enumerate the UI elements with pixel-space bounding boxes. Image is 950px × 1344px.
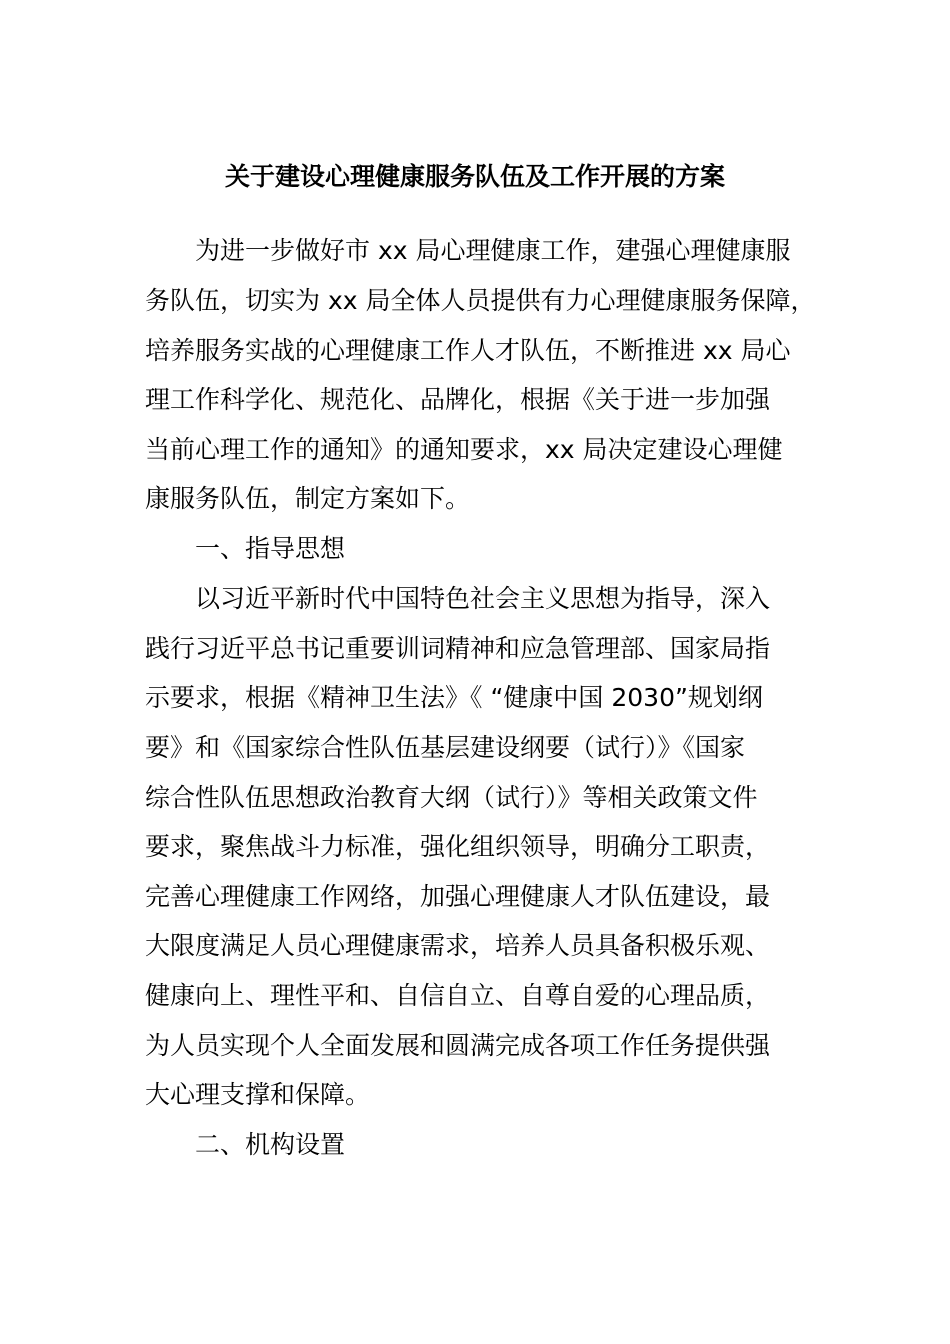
section-heading-1: 一、指导思想 (195, 534, 346, 563)
paragraph-line: 培养服务实战的心理健康工作人才队伍，不断推进 xx 局心 (145, 336, 791, 365)
paragraph-line: 要求，聚焦战斗力标准，强化组织领导，明确分工职责， (145, 832, 771, 861)
paragraph-line: 大心理支撑和保障。 (145, 1080, 371, 1109)
paragraph-line: 要》和《国家综合性队伍基层建设纲要（试行）》《国家 (145, 733, 746, 762)
paragraph-line: 示要求，根据《精神卫生法》《 “健康中国 2030”规划纲 (145, 683, 763, 712)
paragraph-line: 以习近平新时代中国特色社会主义思想为指导，深入 (195, 584, 771, 613)
document-title: 关于建设心理健康服务队伍及工作开展的方案 (224, 162, 725, 191)
paragraph-line: 完善心理健康工作网络，加强心理健康人才队伍建设，最 (145, 882, 771, 911)
paragraph-line: 当前心理工作的通知》的通知要求，xx 局决定建设心理健 (145, 435, 783, 464)
paragraph-line: 践行习近平总书记重要训词精神和应急管理部、国家局指 (145, 634, 771, 663)
paragraph-line: 务队伍，切实为 xx 局全体人员提供有力心理健康服务保障， (145, 286, 816, 315)
paragraph-line: 为人员实现个人全面发展和圆满完成各项工作任务提供强 (145, 1031, 771, 1060)
paragraph-line: 综合性队伍思想政治教育大纲（试行）》等相关政策文件 (145, 783, 758, 812)
paragraph-line: 健康向上、理性平和、自信自立、自尊自爱的心理品质， (145, 981, 771, 1010)
paragraph-line: 康服务队伍，制定方案如下。 (145, 484, 471, 513)
paragraph-line: 为进一步做好市 xx 局心理健康工作，建强心理健康服 (195, 236, 791, 265)
paragraph-line: 大限度满足人员心理健康需求，培养人员具备积极乐观、 (145, 931, 771, 960)
paragraph-line: 理工作科学化、规范化、品牌化，根据《关于进一步加强 (145, 385, 771, 414)
section-heading-2: 二、机构设置 (195, 1130, 346, 1159)
